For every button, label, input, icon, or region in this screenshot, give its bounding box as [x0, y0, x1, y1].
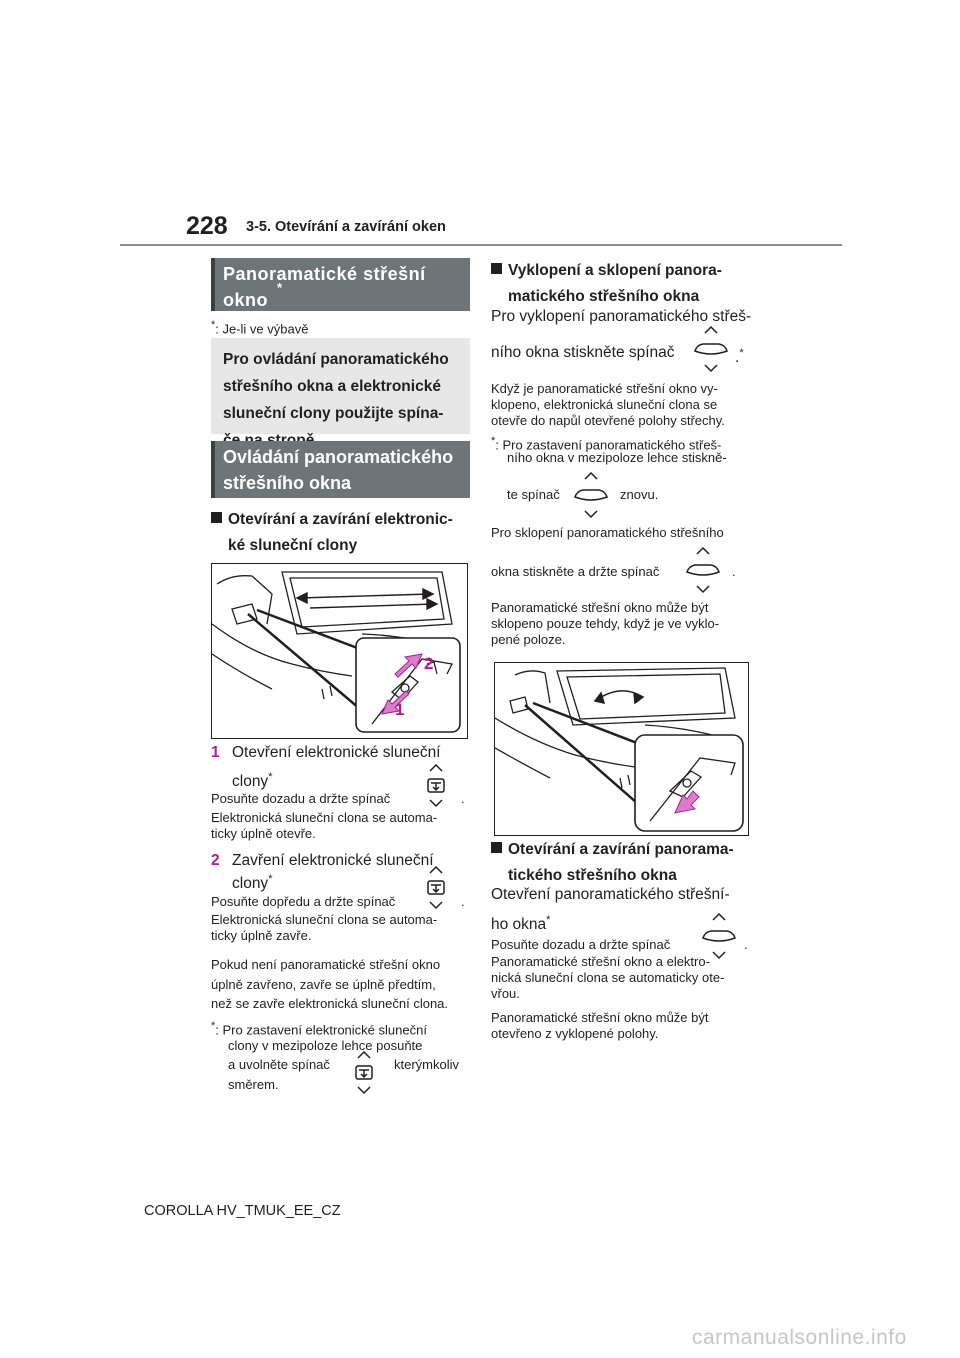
- tilt-p2: Když je panoramatické střešní okno vy- klopeno, elektronická sluneční clona se otevře do napůl otevřené polohy střechy.: [491, 381, 725, 428]
- item1-text-a: Posuňte dozadu a držte spínač: [211, 791, 391, 806]
- figure-tilt-switch: [494, 662, 749, 836]
- close-tilt-note: Panoramatické střešní okno může být sklopeno pouze tehdy, když je ve vyklo- pené poloze.: [491, 600, 720, 647]
- item1-dot: .: [461, 791, 465, 806]
- figure-label-1: 1: [395, 700, 405, 719]
- footer-model: COROLLA HV_TMUK_EE_CZ: [144, 1203, 341, 1219]
- subheading-sunshade: Otevírání a zavírání elektronic- ké sluneční clony: [211, 507, 476, 559]
- heading-text: Panoramatické střešní okno: [223, 264, 426, 310]
- close-tilt-line2: okna stiskněte a držte spínač: [491, 564, 660, 579]
- sunshade-stop-line3b: kterýmkoliv: [394, 1057, 460, 1072]
- sunshade-note: Pokud není panoramatické střešní okno úplně zavřeno, zavře se úplně předtím, než se zavře elektronická sluneční clona.: [211, 957, 449, 1011]
- slide-switch-icon: [697, 912, 741, 960]
- tilt-p1-end: .*: [735, 347, 744, 367]
- subheading-tilt: Vyklopení a sklopení panora- matického střešního okna: [491, 258, 756, 310]
- tilt-switch-icon-3: [681, 546, 725, 594]
- tilt-footnote-line3a: te spínač: [507, 487, 560, 502]
- open-roof-line1: Otevření panoramatického střešní-: [491, 886, 730, 903]
- figure-sunshade-switch: [211, 563, 468, 739]
- figure-label-2: 2: [424, 654, 434, 673]
- availability-footnote: *: Je-li ve výbavě: [211, 319, 309, 337]
- item2-title-line2: clony*: [232, 873, 273, 893]
- item2-title: 2 Zavření elektronické sluneční: [211, 852, 434, 869]
- intro-box: Pro ovládání panoramatického střešního okna a elektronické sluneční clony použijte spína-: [211, 338, 470, 434]
- item1-text-b: Elektronická sluneční clona se automa- ticky úplně otevře.: [211, 810, 438, 841]
- item2-dot: .: [461, 894, 465, 909]
- close-tilt-line1: Pro sklopení panoramatického střešního: [491, 525, 724, 540]
- tilt-switch-icon: [689, 325, 733, 373]
- open-roof-note: Panoramatické střešní okno může být otevřeno z vyklopené polohy.: [491, 1010, 709, 1041]
- tilt-p1-line2: ního okna stiskněte spínač: [491, 344, 675, 361]
- sunshade-switch-icon: [423, 764, 449, 810]
- page-number: 228: [186, 212, 228, 240]
- open-roof-text-b: Panoramatické střešní okno a elektro- nická sluneční clona se automaticky ote- vřou.: [491, 954, 725, 1001]
- open-roof-text-a: Posuňte dozadu a držte spínač: [491, 937, 671, 952]
- tilt-switch-icon-2: [569, 471, 613, 519]
- sunshade-stop-line4: směrem.: [228, 1077, 279, 1092]
- sunshade-stop-line2: clony v mezipoloze lehce posuňte: [228, 1038, 423, 1053]
- heading-roof-operation: Ovládání panoramatického střešního okna: [211, 441, 470, 498]
- item2-text-b: Elektronická sluneční clona se automa- ticky úplně zavře.: [211, 912, 438, 943]
- subheading-open-close-roof: Otevírání a zavírání panorama- tického střešního okna: [491, 837, 756, 889]
- sunshade-switch-icon-3: [351, 1051, 377, 1097]
- tilt-p1-line1: Pro vyklopení panoramatického střeš-: [491, 308, 752, 325]
- watermark: carmanualsonline.info: [692, 1326, 907, 1349]
- tilt-footnote-line2: ního okna v mezipoloze lehce stiskně-: [507, 450, 727, 465]
- close-tilt-end: .: [732, 564, 736, 579]
- open-roof-dot: .: [744, 937, 748, 952]
- sunshade-illustration: [212, 564, 467, 738]
- heading-star: *: [277, 280, 283, 295]
- item1-title: 1 Otevření elektronické sluneční: [211, 744, 441, 761]
- open-roof-line2: ho okna*: [491, 914, 551, 934]
- sunshade-switch-icon-2: [423, 866, 449, 912]
- header-rule: [120, 244, 842, 246]
- tilt-footnote: *: Pro zastavení panoramatického střeš-: [491, 435, 722, 453]
- section-title: 3-5. Otevírání a zavírání oken: [246, 219, 446, 235]
- tilt-footnote-line3b: znovu.: [620, 487, 659, 502]
- item2-text-a: Posuňte dopředu a držte spínač: [211, 894, 396, 909]
- sunshade-stop-line3a: a uvolněte spínač: [228, 1057, 330, 1072]
- item1-title-line2: clony*: [232, 771, 273, 791]
- tilt-illustration: [495, 663, 748, 835]
- heading-panoramic-roof: [211, 258, 470, 311]
- sunshade-stop-footnote: *: Pro zastavení elektronické sluneční: [211, 1020, 427, 1038]
